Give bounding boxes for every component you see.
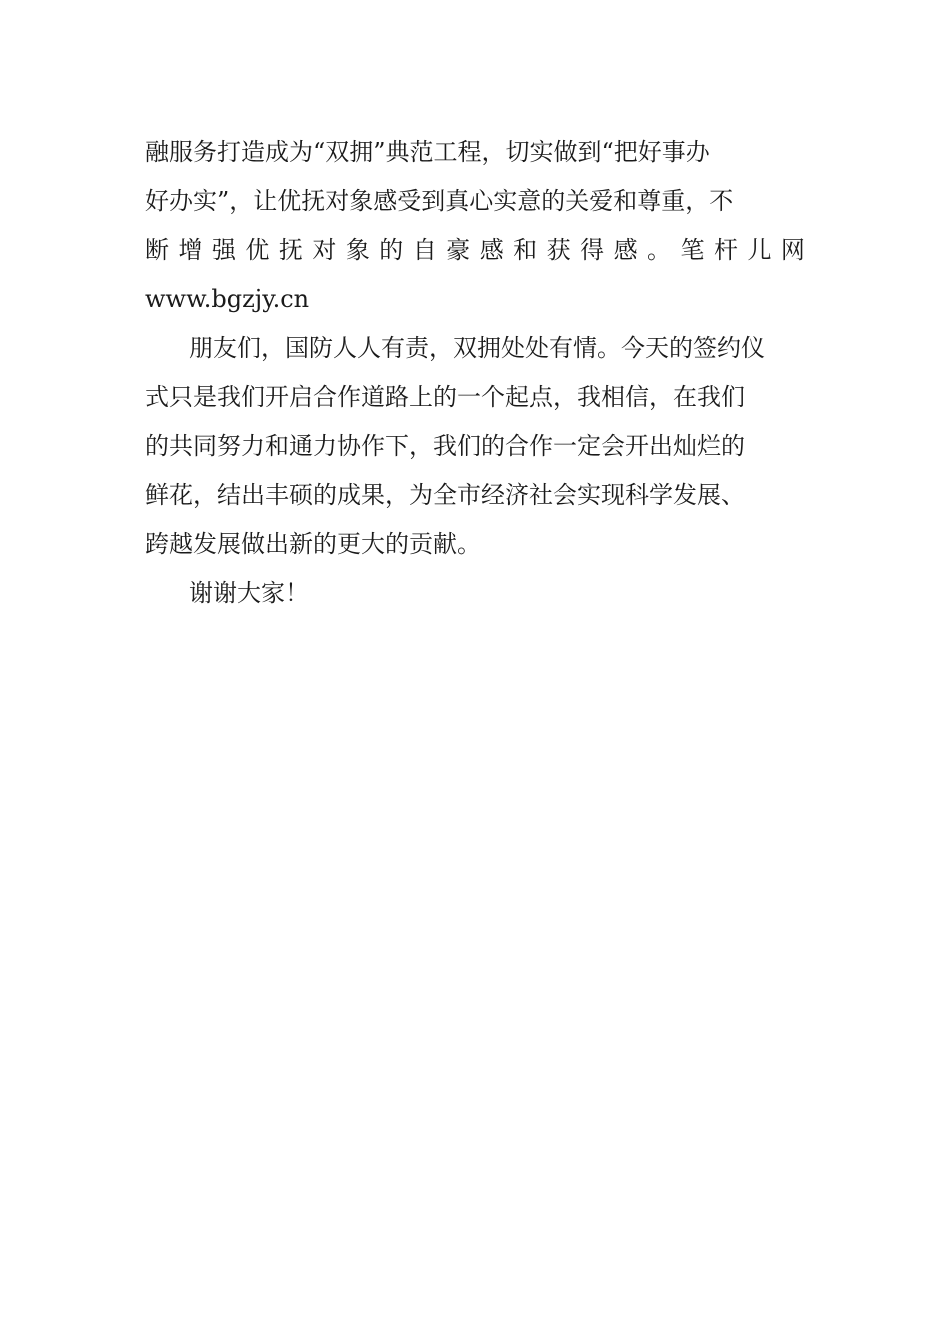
justified-char: 的	[379, 236, 404, 264]
paragraph-1-line-3	[145, 226, 805, 275]
paragraph-2-line-5: 跨越发展做出新的更大的贡献。	[145, 530, 481, 558]
justified-char: 网	[780, 236, 805, 264]
justified-char: 得	[580, 236, 605, 264]
justified-char: 儿	[747, 236, 772, 264]
paragraph-2-line-2: 式只是我们开启合作道路上的一个起点，我相信，在我们	[145, 383, 745, 411]
justified-char: 对	[312, 236, 337, 264]
justified-char: 优	[245, 236, 270, 264]
justified-char: 自	[412, 236, 437, 264]
justified-char: 象	[345, 236, 370, 264]
paragraph-2-line-3: 的共同努力和通力协作下，我们的合作一定会开出灿烂的	[145, 432, 745, 460]
paragraph-1-line-1: 融服务打造成为“双拥”典范工程，切实做到“把好事办	[145, 138, 710, 166]
justified-char: 豪	[446, 236, 471, 264]
justified-char: 抚	[278, 236, 303, 264]
justified-char: 笔	[680, 236, 705, 264]
justified-char: 杆	[713, 236, 738, 264]
justified-char: 增	[178, 236, 203, 264]
justified-char: 获	[546, 236, 571, 264]
paragraph-1-url: www.bgzjy.cn	[145, 285, 310, 313]
justified-char: 感	[479, 236, 504, 264]
justified-char: 和	[513, 236, 538, 264]
justified-char: 断	[145, 236, 169, 264]
paragraph-2-line-4: 鲜花，结出丰硕的成果，为全市经济社会实现科学发展、	[145, 481, 745, 509]
justified-char: 。	[647, 236, 672, 264]
paragraph-2-line-1: 朋友们，国防人人有责，双拥处处有情。今天的签约仪	[189, 334, 765, 362]
document-body	[145, 128, 805, 618]
justified-char: 感	[613, 236, 638, 264]
closing-line: 谢谢大家！	[189, 579, 309, 607]
justified-char: 强	[211, 236, 236, 264]
paragraph-1-line-2: 好办实”，让优抚对象感受到真心实意的关爱和尊重，不	[145, 187, 734, 215]
